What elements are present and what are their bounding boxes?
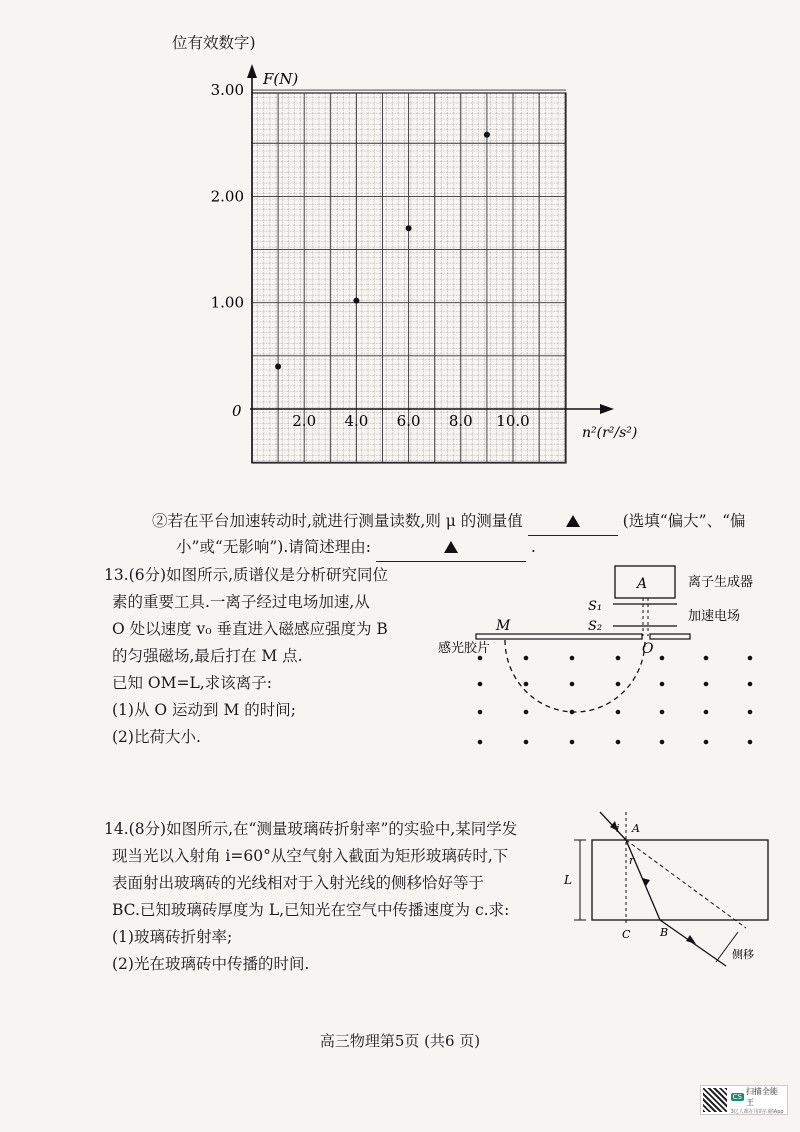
x-tick-label: 8.0 — [448, 412, 473, 430]
q12-line2-pre: 小”或“无影响”).请简述理由: — [176, 538, 371, 556]
field-dot — [570, 656, 575, 661]
triangle-icon — [566, 515, 580, 527]
field-dot — [570, 710, 575, 715]
field-dot — [660, 682, 665, 687]
y-tick-label: 3.00 — [210, 81, 244, 100]
scanner-logo: CS — [732, 1092, 742, 1101]
field-dot — [524, 682, 529, 687]
generator-label: 离子生成器 — [688, 575, 754, 590]
q14-line: (2)光在玻璃砖中传播的时间. — [112, 955, 310, 973]
field-dot — [616, 740, 621, 745]
o-label: O — [642, 641, 654, 657]
y-tick-label: 2.00 — [210, 187, 244, 206]
q12-line1-post: (选填“偏大”、“偏 — [622, 512, 746, 530]
field-dot — [478, 710, 483, 715]
x-axis-label: n²(r²/s²) — [582, 425, 638, 441]
y-tick-label: 1.00 — [210, 293, 244, 312]
field-dot — [616, 710, 621, 715]
photosensitive-film-left — [476, 634, 642, 639]
data-point — [275, 363, 281, 369]
force-graph — [0, 60, 660, 480]
q14-text — [104, 816, 517, 978]
triangle-icon — [444, 541, 458, 553]
film-label: 感光胶片 — [438, 641, 491, 656]
field-dot — [704, 682, 709, 687]
i-label: i — [616, 822, 620, 835]
data-point — [353, 298, 359, 304]
field-dot — [704, 710, 709, 715]
field-dot — [478, 656, 483, 661]
x-axis-arrow — [600, 404, 614, 414]
a-label: A — [632, 822, 640, 835]
m-label: M — [496, 618, 511, 634]
field-dot — [748, 710, 753, 715]
q12-part2-line2 — [176, 534, 536, 562]
scanner-name: 扫描全能王 — [745, 1086, 778, 1107]
field-label: 加速电场 — [688, 609, 741, 624]
field-dot — [660, 656, 665, 661]
field-dot — [570, 740, 575, 745]
x-tick-label: 10.0 — [496, 412, 530, 430]
glass-brick — [592, 840, 768, 920]
q13-line: 已知 OM=L,求该离子: — [112, 674, 272, 692]
q13-line: (1)从 O 运动到 M 的时间; — [112, 701, 296, 719]
qr-code-icon — [703, 1088, 727, 1112]
scanner-badge — [700, 1085, 788, 1115]
q13-line: O 处以速度 v₀ 垂直进入磁感应强度为 B — [112, 620, 388, 638]
q14-line: (1)玻璃砖折射率; — [112, 928, 233, 946]
field-dot — [704, 740, 709, 745]
mass-spectrometer-figure — [430, 560, 770, 760]
field-dot — [570, 682, 575, 687]
photosensitive-film-right — [650, 634, 690, 639]
field-dot — [524, 710, 529, 715]
l-label: L — [564, 873, 572, 887]
field-dot — [524, 656, 529, 661]
q12-part2-line1 — [152, 508, 746, 536]
field-dot — [478, 682, 483, 687]
field-dot — [524, 740, 529, 745]
field-dot — [660, 740, 665, 745]
magnetic-field — [478, 656, 753, 745]
ray-arrow-icon — [686, 935, 696, 944]
field-dot — [748, 656, 753, 661]
measure-answer-blank[interactable] — [528, 508, 618, 536]
ion-trajectory — [505, 640, 645, 712]
field-dot — [616, 682, 621, 687]
x-tick-label: 2.0 — [292, 412, 317, 430]
x-tick-label: 4.0 — [344, 412, 369, 430]
s1-label: S₁ — [588, 599, 603, 614]
data-point — [406, 225, 412, 231]
q14-line: BC.已知玻璃砖厚度为 L,已知光在空气中传播速度为 c.求: — [112, 901, 510, 919]
intro-text: 位有效数字) — [172, 34, 256, 52]
scanner-sub: 3亿人都在用的扫描App — [730, 1108, 784, 1115]
field-dot — [616, 656, 621, 661]
q12-line2-post: . — [530, 538, 536, 556]
q14-line: 表面射出玻璃砖的光线相对于入射光线的侧移恰好等于 — [112, 874, 485, 892]
box-label: A — [637, 576, 648, 592]
y-axis-label: F(N) — [263, 70, 299, 88]
reason-answer-blank[interactable] — [376, 534, 526, 562]
q12-line1-pre: ②若在平台加速转动时,就进行测量读数,则 μ 的测量值 — [152, 512, 523, 530]
r-label: r — [629, 854, 635, 867]
q13-line: 13.(6分)如图所示,质谱仪是分析研究同位 — [104, 566, 389, 584]
q13-line: (2)比荷大小. — [112, 728, 201, 746]
q13-line: 的匀强磁场,最后打在 M 点. — [112, 647, 303, 665]
q13-text — [104, 562, 389, 751]
origin-label: 0 — [232, 402, 242, 420]
field-dot — [748, 740, 753, 745]
y-axis-arrow — [247, 64, 257, 78]
q14-line: 现当光以入射角 i=60°从空气射入截面为矩形玻璃砖时,下 — [112, 847, 509, 865]
q13-line: 素的重要工具.一离子经过电场加速,从 — [112, 593, 370, 611]
x-tick-label: 6.0 — [396, 412, 421, 430]
s2-label: S₂ — [588, 619, 603, 634]
page-footer: 高三物理第5页 (共6 页) — [319, 1032, 481, 1050]
field-dot — [478, 740, 483, 745]
data-point — [484, 132, 490, 138]
q14-line: 14.(8分)如图所示,在“测量玻璃砖折射率”的实验中,某同学发 — [104, 820, 518, 838]
field-dot — [660, 710, 665, 715]
shift-label: 侧移 — [732, 948, 754, 961]
b-label: B — [660, 926, 669, 939]
c-label: C — [622, 928, 631, 941]
field-dot — [704, 656, 709, 661]
field-dot — [748, 682, 753, 687]
glass-brick-figure — [560, 808, 780, 978]
